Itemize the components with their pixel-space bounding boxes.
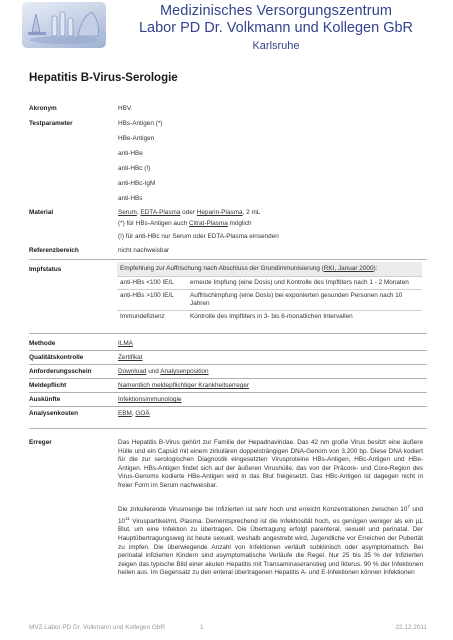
impfstatus-label: Impfstatus xyxy=(29,266,62,273)
methode-label: Methode xyxy=(29,340,56,347)
goae-link[interactable]: GOÄ xyxy=(135,410,150,417)
exponent: 11 xyxy=(125,515,130,521)
testparameter-value: anti-HBe xyxy=(118,150,143,157)
exponent: 7 xyxy=(407,504,410,509)
titer-cell: anti-HBs <100 IE/L xyxy=(120,279,174,286)
table-row xyxy=(117,276,422,289)
zertifikat-link[interactable]: Zertifikat xyxy=(118,354,143,361)
material-note-text: möglich xyxy=(227,220,252,227)
material-separator: oder xyxy=(180,209,197,216)
page-title: Hepatitis B-Virus-Serologie xyxy=(29,72,178,84)
heparin-plasma-link[interactable]: Heparin-Plasma xyxy=(196,209,243,216)
ebm-link[interactable]: EBM xyxy=(118,410,132,417)
kosten-separator: , xyxy=(131,410,136,417)
letterhead xyxy=(0,0,453,50)
letterhead-title xyxy=(108,3,444,53)
citrat-plasma-link[interactable]: Citrat-Plasma xyxy=(189,220,228,227)
material-label: Material xyxy=(29,209,54,216)
akronym-value: HBV xyxy=(118,105,132,112)
analysenkosten-label: Analysenkosten xyxy=(29,410,79,417)
impfstatus-header-text: Empfehlung zur Auffrischung nach Abschluss der Grundimmunisierung ( xyxy=(120,265,324,272)
lab-logo-image xyxy=(22,2,106,48)
section-divider xyxy=(29,428,427,429)
table-row xyxy=(117,289,422,310)
erreger-paragraph-1: Das Hepatitis B-Virus gehört zur Familie der Hepadnaviridae. Das 42 nm große Virus besitzt eine äußere Hülle und ein Capsid mit einem zirkulären doppelsträngigen DNA-Genom von 3.200 bp. Diese DNA kodiert für die zur serologischen Diagnostik eingesetzten Virusproteine HBs-Antigen, HBc-Antigen und HBe-Antigen. HBs-Antigen findet sich auf der äußeren Virushülle, das von der Präcore- und Core-Region des Virus-Genoms kodierte HBe-Antigen wird in das Blut freigesetzt. Das HBc-Antigen ist dagegen nicht in freier Form im Serum nachweisbar. xyxy=(118,439,423,489)
infektionsimmunologie-link[interactable]: Infektionsimmunologie xyxy=(118,396,182,403)
testparameter-value: anti-HBc (!) xyxy=(118,165,151,172)
material-note-2: (!) für anti-HBc nur Serum oder EDTA-Plasma einsenden xyxy=(118,233,279,240)
material-separator: , xyxy=(136,209,141,216)
auskuenfte-label: Auskünfte xyxy=(29,396,61,403)
section-divider xyxy=(29,392,427,393)
org-name-line-2: Labor PD Dr. Volkmann und Kollegen GbR xyxy=(138,20,414,36)
recommendation-cell: erneute Impfung (eine Dosis) und Kontrolle des Impftiters nach 1 - 2 Monaten xyxy=(190,279,409,286)
org-city: Karlsruhe xyxy=(252,40,300,52)
serum-link[interactable]: Serum xyxy=(118,209,137,216)
section-divider xyxy=(29,259,427,260)
paragraph-text: Viruspartikel/mL Plasma. Dementsprechend ist die Infektiosität hoch, es genügen weniger als ein µL Blut, um eine Infektion zu übertragen. Die Übertragung erfolgt parenteral, sexuell und perinatal. Der Hauptübertragungsweg ist heute sexuell, weshalb angestrebt wird, Jugendliche vor Erreichen der Pubertät zu impfen. Die überwiegende Anzahl von Infektionen verläuft subklinisch oder asymptomatisch. Bei perinatal infizierten Kindern sind asymptomatische Verläufe die Regel. Nur 25 bis 35 % der Infizierten zeigen das typische Bild einer akuten Hepatitis mit Transaminaseranstieg und Ikterus. 90 % der Infektionen heilen aus. Im Gegensatz zu den enteral übertragenen Hepatitis A- und E-Infektionen können Infektionen xyxy=(118,517,423,577)
section-divider xyxy=(29,333,427,334)
recommendation-cell: Kontrolle des Impftiters in 3- bis 6-monatlichen Intervallen xyxy=(190,313,353,320)
section-divider xyxy=(29,364,427,365)
impfstatus-header-text: ): xyxy=(373,265,378,272)
anforderungsschein-label: Anforderungsschein xyxy=(29,368,92,375)
testparameter-value: anti-HBc-IgM xyxy=(118,180,156,187)
section-divider xyxy=(29,378,427,379)
analysenkosten-value xyxy=(118,410,150,418)
paragraph-text: und 10 xyxy=(118,506,423,525)
table-row xyxy=(117,310,422,323)
footer-org: MVZ Labor PD Dr. Volkmann und Kollegen GbR xyxy=(29,624,166,631)
titer-cell: anti-HBs >100 IE/L xyxy=(120,292,174,299)
page-number: 1 xyxy=(200,624,204,631)
erreger-paragraph-2 xyxy=(118,503,423,578)
section-divider xyxy=(29,350,427,351)
referenzbereich-label: Referenzbereich xyxy=(29,247,79,254)
section-divider xyxy=(29,406,427,407)
testparameter-label: Testparameter xyxy=(29,120,73,127)
impfstatus-table xyxy=(117,262,422,323)
meldepflicht-label: Meldepflicht xyxy=(29,382,67,389)
referenzbereich-value: nicht nachweisbar xyxy=(118,247,170,254)
titer-cell: Immundefizienz xyxy=(120,313,165,320)
testparameter-value: anti-HBs xyxy=(118,195,143,202)
footer-date: 22.12.2011 xyxy=(395,624,427,631)
meldepflicht-link[interactable]: Namentlich meldepflichtiger Krankheitserreger xyxy=(118,382,250,389)
edta-plasma-link[interactable]: EDTA-Plasma xyxy=(140,209,181,216)
recommendation-cell: Auffrischimpfung (eine Dosis) bei exponierten gesunden Personen nach 10 Jahren xyxy=(190,292,403,307)
material-volume: , 2 mL xyxy=(242,209,261,216)
erreger-label: Erreger xyxy=(29,439,52,446)
conjunction-text: und xyxy=(146,368,161,375)
analysenposition-link[interactable]: Analysenposition xyxy=(160,368,209,375)
material-note-1 xyxy=(118,220,252,228)
org-name-line-1: Medizinisches Versorgungszentrum xyxy=(159,3,393,19)
ilma-link[interactable]: ILMA xyxy=(118,340,133,347)
akronym-label: Akronym xyxy=(29,105,57,112)
download-link[interactable]: Download xyxy=(118,368,147,375)
testparameter-value: HBs-Antigen (*) xyxy=(118,120,163,127)
rki-link[interactable]: RKI, Januar 2000 xyxy=(323,265,374,272)
impfstatus-header xyxy=(117,262,422,276)
material-value xyxy=(118,209,260,217)
anforderungsschein-value xyxy=(118,368,209,376)
testparameter-value: HBe-Antigen xyxy=(118,135,155,142)
paragraph-text: Die zirkulierende Virusmenge bei Infizierten ist sehr hoch und erreicht Konzentrationen zwischen 10 xyxy=(118,506,408,514)
qualitaetskontrolle-label: Qualitätskontrolle xyxy=(29,354,84,361)
material-note-text: (*) für HBs-Antigen auch xyxy=(118,220,190,227)
